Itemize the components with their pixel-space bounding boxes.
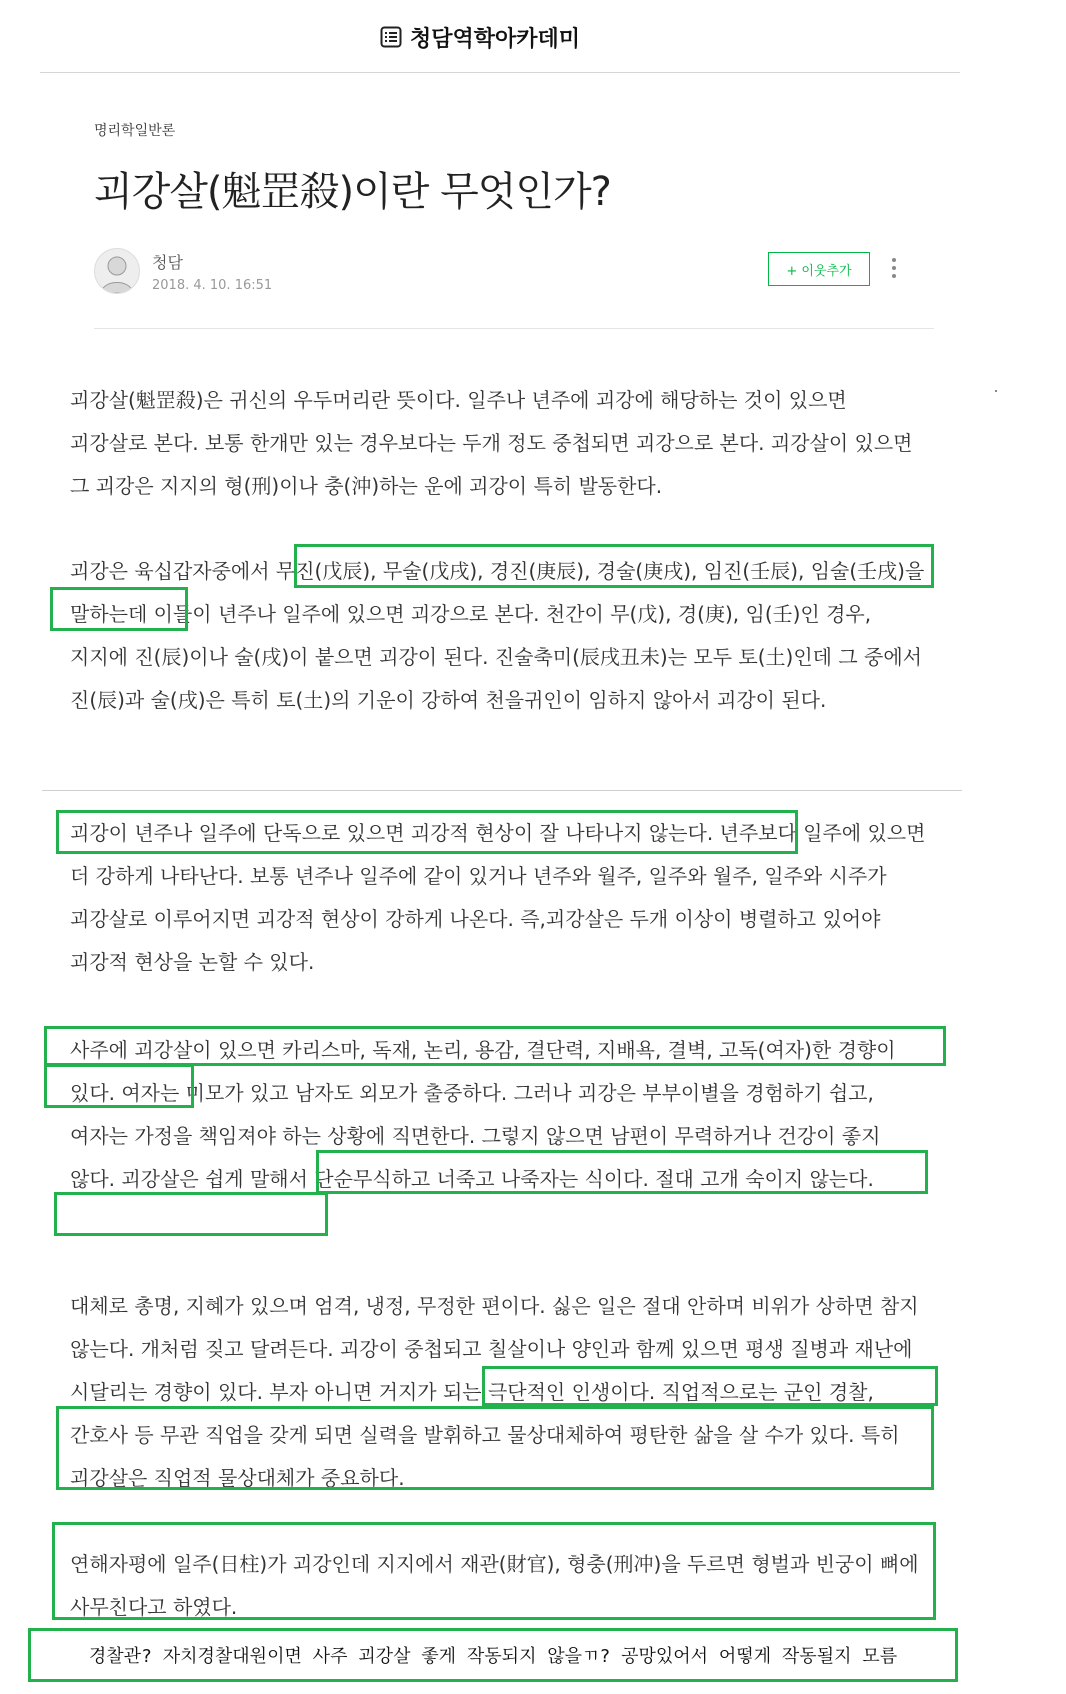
highlight-box-never-bow bbox=[54, 1192, 328, 1236]
annotation-note: 경찰관? 자치경찰대원이면 사주 괴강살 좋게 작동되지 않을ㄲ? 공망있어서 어떻게 작동될지 모름 bbox=[28, 1628, 958, 1682]
list-icon bbox=[380, 26, 402, 54]
highlight-box-classic-quote bbox=[52, 1522, 936, 1620]
body-paragraph-3: 괴강이 년주나 일주에 단독으로 있으면 괴강적 현상이 잘 나타나지 않는다. 년주보다 일주에 있으면 더 강하게 나타난다. 보통 년주나 일주에 같이 있거나 년주와 월주, 일주와 월주, 일주와 시주가 괴강살로 이루어지면 괴강적 현상이 강하게 나온다. 즉,괴강살은 두개 이상이 병렬하고 있어야 괴강적 현상을 논할 수 있다. bbox=[70, 821, 926, 974]
highlight-box-tendency bbox=[44, 1064, 194, 1108]
blog-name[interactable]: 청담역학아카데미 bbox=[409, 27, 581, 52]
meta-divider bbox=[94, 328, 934, 329]
highlight-box-single-pillar bbox=[56, 810, 798, 854]
stray-dot bbox=[995, 390, 997, 392]
post-category[interactable]: 명리학일반론 bbox=[94, 123, 176, 139]
body-paragraph-6: 연해자평에 일주(日柱)가 괴강인데 지지에서 재관(財官), 형충(刑冲)을 두르면 형벌과 빈궁이 뼈에 사무친다고 하였다. bbox=[70, 1552, 919, 1619]
highlight-box-extreme-life bbox=[482, 1366, 938, 1406]
highlight-box-imsul bbox=[50, 587, 188, 631]
add-neighbor-button[interactable]: + 이웃추가 bbox=[768, 252, 870, 286]
highlight-box-ganji-list bbox=[294, 544, 934, 588]
post-date: 2018. 4. 10. 16:51 bbox=[152, 278, 273, 293]
body-paragraph-5: 대체로 총명, 지혜가 있으며 엄격, 냉정, 무정한 편이다. 싫은 일은 절대 안하며 비위가 상하면 참지 않는다. 개처럼 짖고 달려든다. 괴강이 중첩되고 칠살이나 양인과 함께 있으면 평생 질병과 재난에 시달리는 경향이 있다. 부자 아니면 거지가 되는 극단적인 인생이다. 직업적으로는 군인 경찰, 간호사 등 무관 직업을 갖게 되면 실력을 발휘하고 물상대체하여 평탄한 삶을 살 수가 있다. 특히 괴강살은 직업적 물상대체가 중요하다. bbox=[70, 1294, 919, 1490]
blog-header[interactable] bbox=[0, 22, 960, 54]
body-paragraph-1: 괴강살(魁罡殺)은 귀신의 우두머리란 뜻이다. 일주나 년주에 괴강에 해당하는 것이 있으면 괴강살로 본다. 보통 한개만 있는 경우보다는 두개 정도 중첩되면 괴강으로 본다. 괴강살이 있으면 그 괴강은 지지의 형(刑)이나 충(沖)하는 운에 괴강이 특히 발동한다. bbox=[70, 388, 913, 498]
highlight-box-simple-minded bbox=[316, 1150, 928, 1194]
more-options-icon[interactable] bbox=[886, 254, 902, 284]
content-divider bbox=[42, 790, 962, 791]
highlight-box-occupation bbox=[56, 1406, 934, 1490]
body-paragraph-2: 괴강은 육십갑자중에서 무진(戊辰), 무술(戊戌), 경진(庚辰), 경술(庚戌), 임진(壬辰), 임술(壬戌)을 말하는데 이들이 년주나 일주에 있으면 괴강으로 본다. 천간이 무(戊), 경(庚), 임(壬)인 경우, 지지에 진(辰)이나 술(戌)이 붙으면 괴강이 된다. 진술축미(辰戌丑未)는 모두 토(土)인데 그 중에서 진(辰)과 술(戌)은 특히 토(土)의 기운이 강하여 천을귀인이 임하지 않아서 괴강이 된다. bbox=[70, 559, 925, 712]
post-title: 괴강살(魁罡殺)이란 무엇인가? bbox=[94, 169, 611, 215]
body-paragraph-4: 사주에 괴강살이 있으면 카리스마, 독재, 논리, 용감, 결단력, 지배욕, 결벽, 고독(여자)한 경향이 있다. 여자는 미모가 있고 남자도 외모가 출중하다. 그러나 괴강은 부부이별을 경험하기 쉽고, 여자는 가정을 책임져야 하는 상황에 직면한다. 그렇지 않으면 남편이 무력하거나 건강이 좋지 않다. 괴강살은 쉽게 말해서 단순무식하고 너죽고 나죽자는 식이다. 절대 고개 숙이지 않는다. bbox=[70, 1038, 896, 1191]
header-divider bbox=[40, 72, 960, 73]
highlight-box-traits bbox=[44, 1026, 946, 1066]
author-name[interactable]: 청담 bbox=[152, 253, 183, 272]
avatar[interactable] bbox=[94, 248, 140, 294]
